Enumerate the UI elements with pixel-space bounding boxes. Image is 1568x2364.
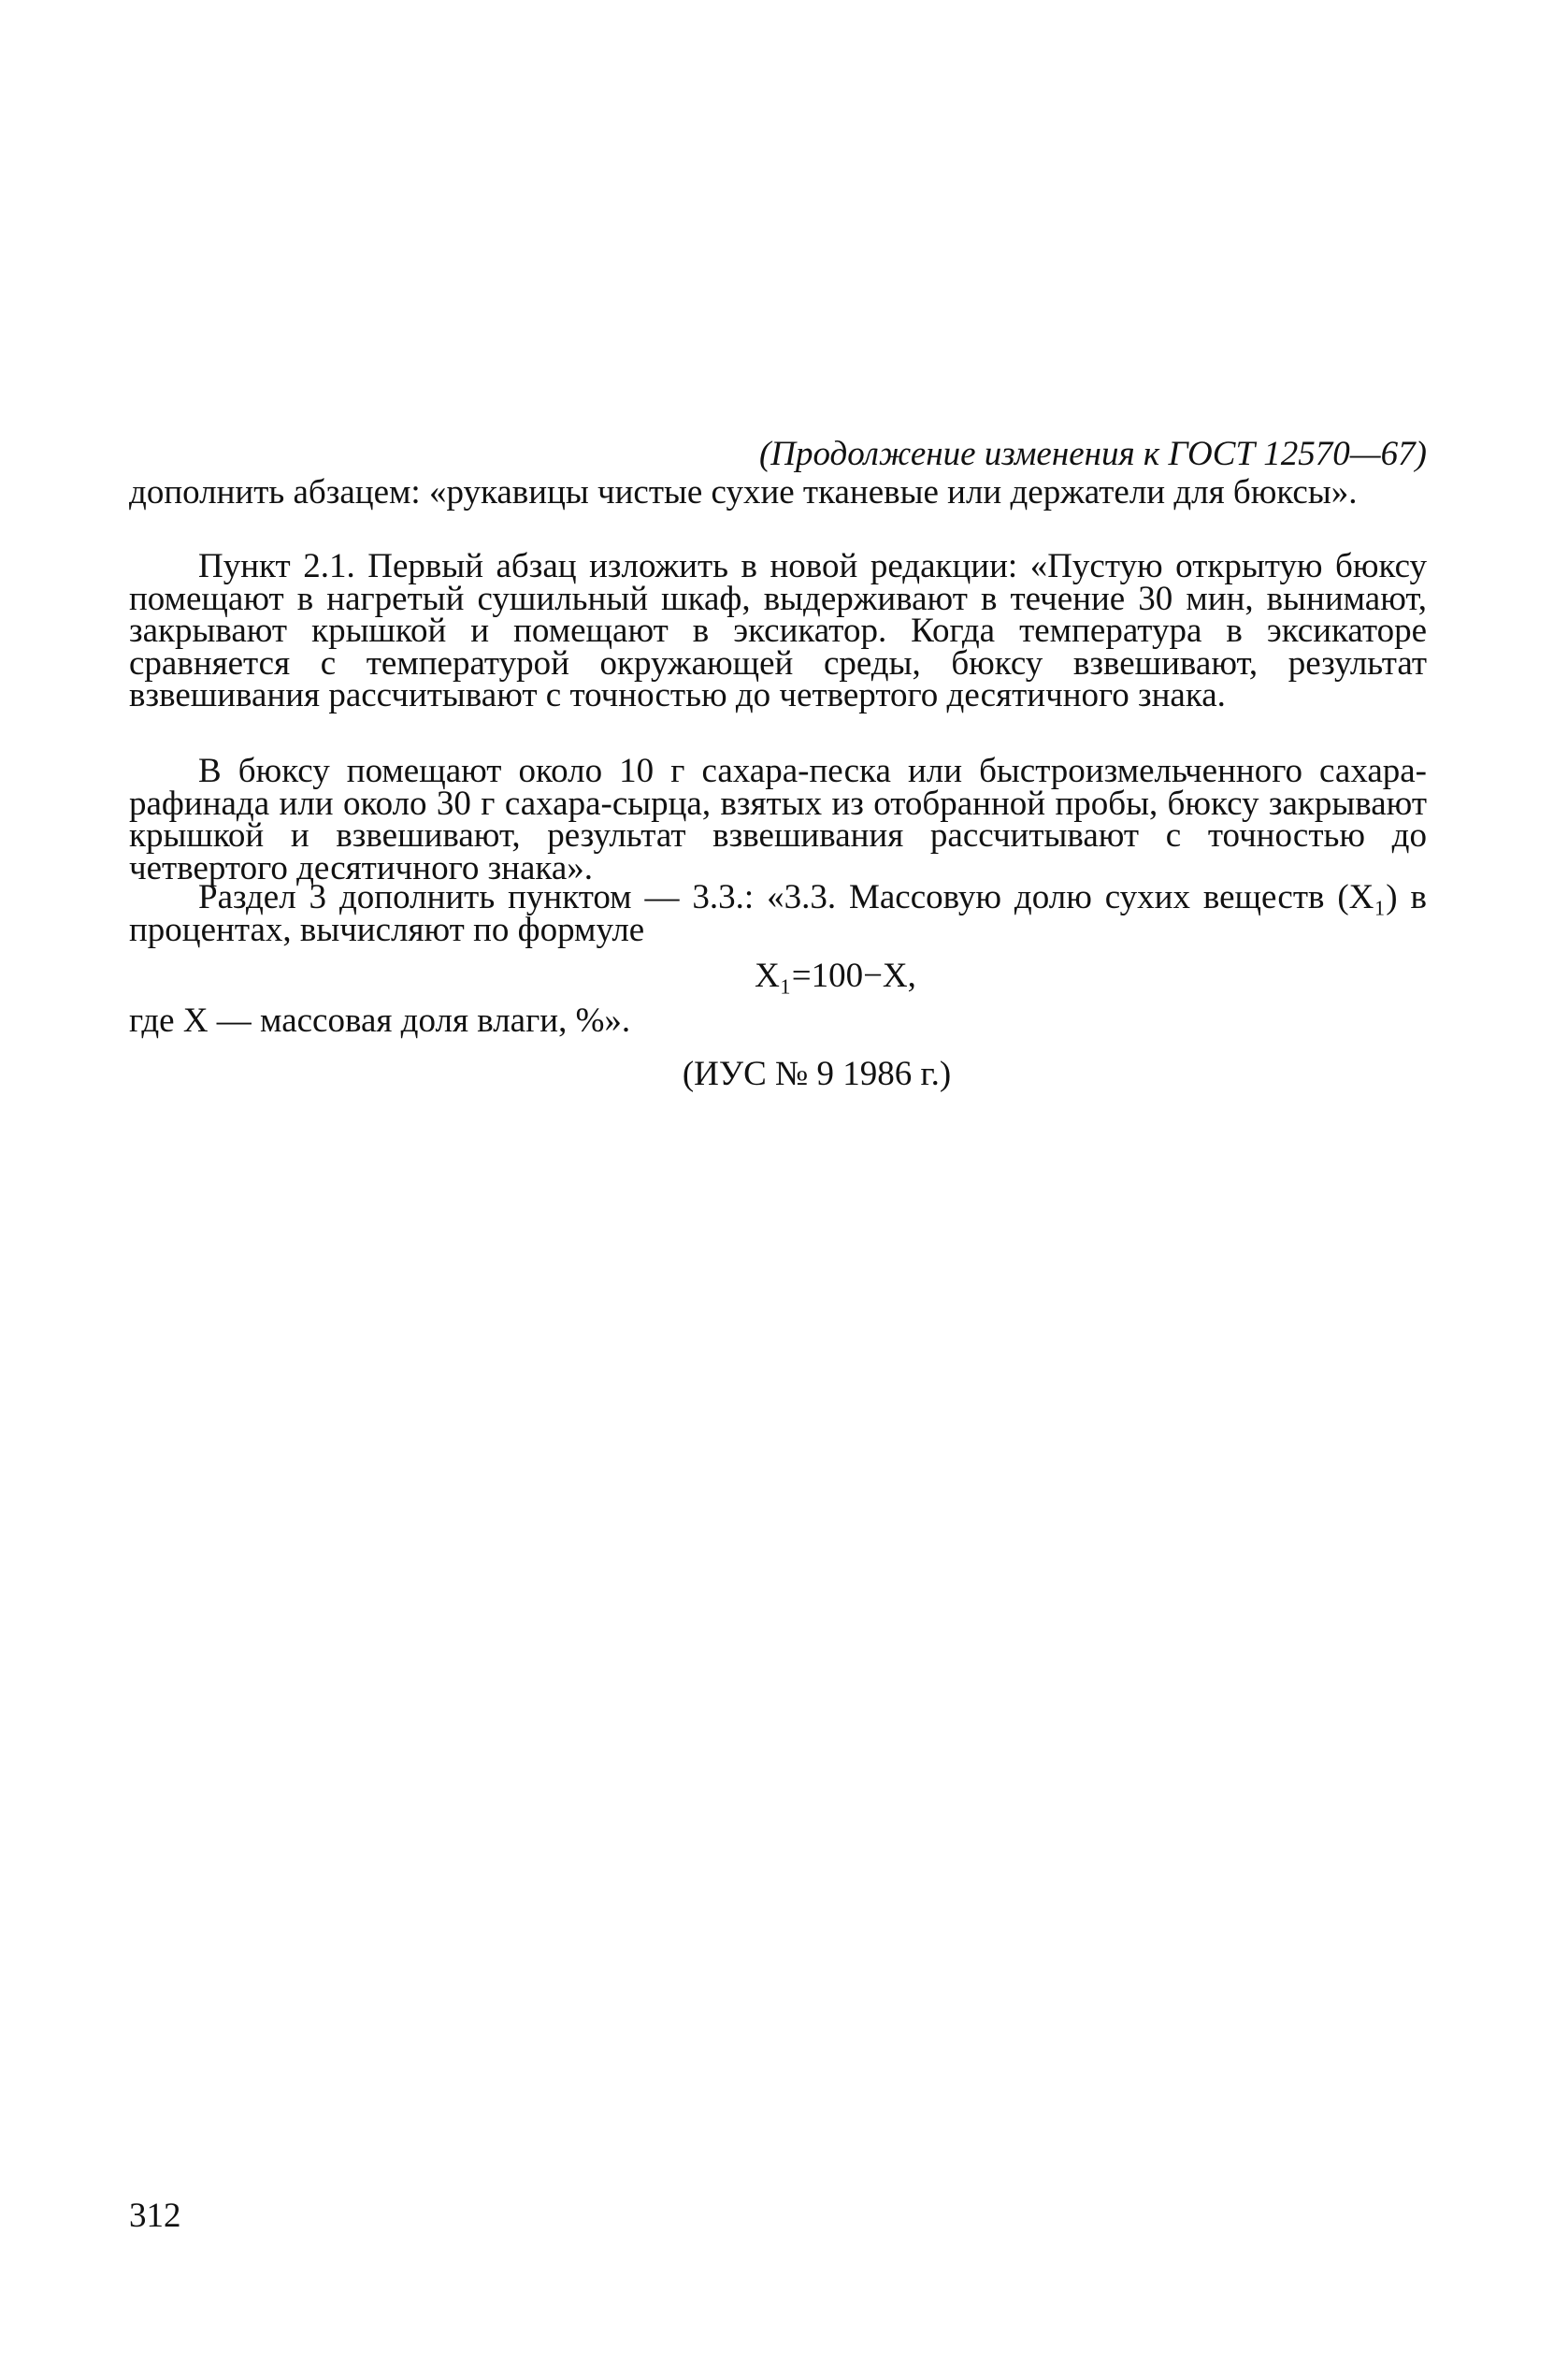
paragraph-text: дополнить абзацем: «рукавицы чистые сухие тканевые или держатели для бюксы».	[129, 473, 1358, 512]
paragraph-text: Пункт 2.1. Первый абзац изложить в новой редакции: «Пустую открытую бюксу помещают в нагретый сушильный шкаф, выдерживают в течение 30 мин, вынимают, закрывают крышкой и помещают в эксикатор. Когда температура в эксикаторе сравняется с температурой окружающей среды, бюксу взвешивают, результат взвешивания рассчитывают с точностью до четвертого десятичного знака.	[129, 547, 1427, 714]
paragraph-text: Раздел 3 дополнить пунктом — 3.3.: «3.3. Массовую долю сухих веществ (X₁) в процентах, вычисляют по формуле	[129, 878, 1427, 949]
paragraph-formula-legend	[129, 1002, 1427, 1040]
paragraph-text: где X — массовая доля влаги, %».	[129, 1002, 631, 1040]
paragraph-section-3-3	[129, 878, 1427, 949]
page-number: 312	[129, 2197, 181, 2235]
paragraph-amendment-gloves	[129, 473, 1427, 512]
continuation-note: (Продолжение изменения к ГОСТ 12570—67)	[758, 435, 1427, 473]
paragraph-clause-2-1	[129, 547, 1427, 714]
source-reference: (ИУС № 9 1986 г.)	[682, 1055, 952, 1093]
paragraph-text: В бюксу помещают около 10 г сахара-песка или быстроизмельченного сахара-рафинада или около 30 г сахара-сырца, взятых из отобранной пробы, бюксу закрывают крышкой и взвешивают, результат взвешивания рассчитывают с точностью до четвертого десятичного знака».	[129, 752, 1427, 887]
paragraph-sample-weighing	[129, 752, 1427, 887]
formula: X₁=100−X,	[755, 957, 916, 995]
